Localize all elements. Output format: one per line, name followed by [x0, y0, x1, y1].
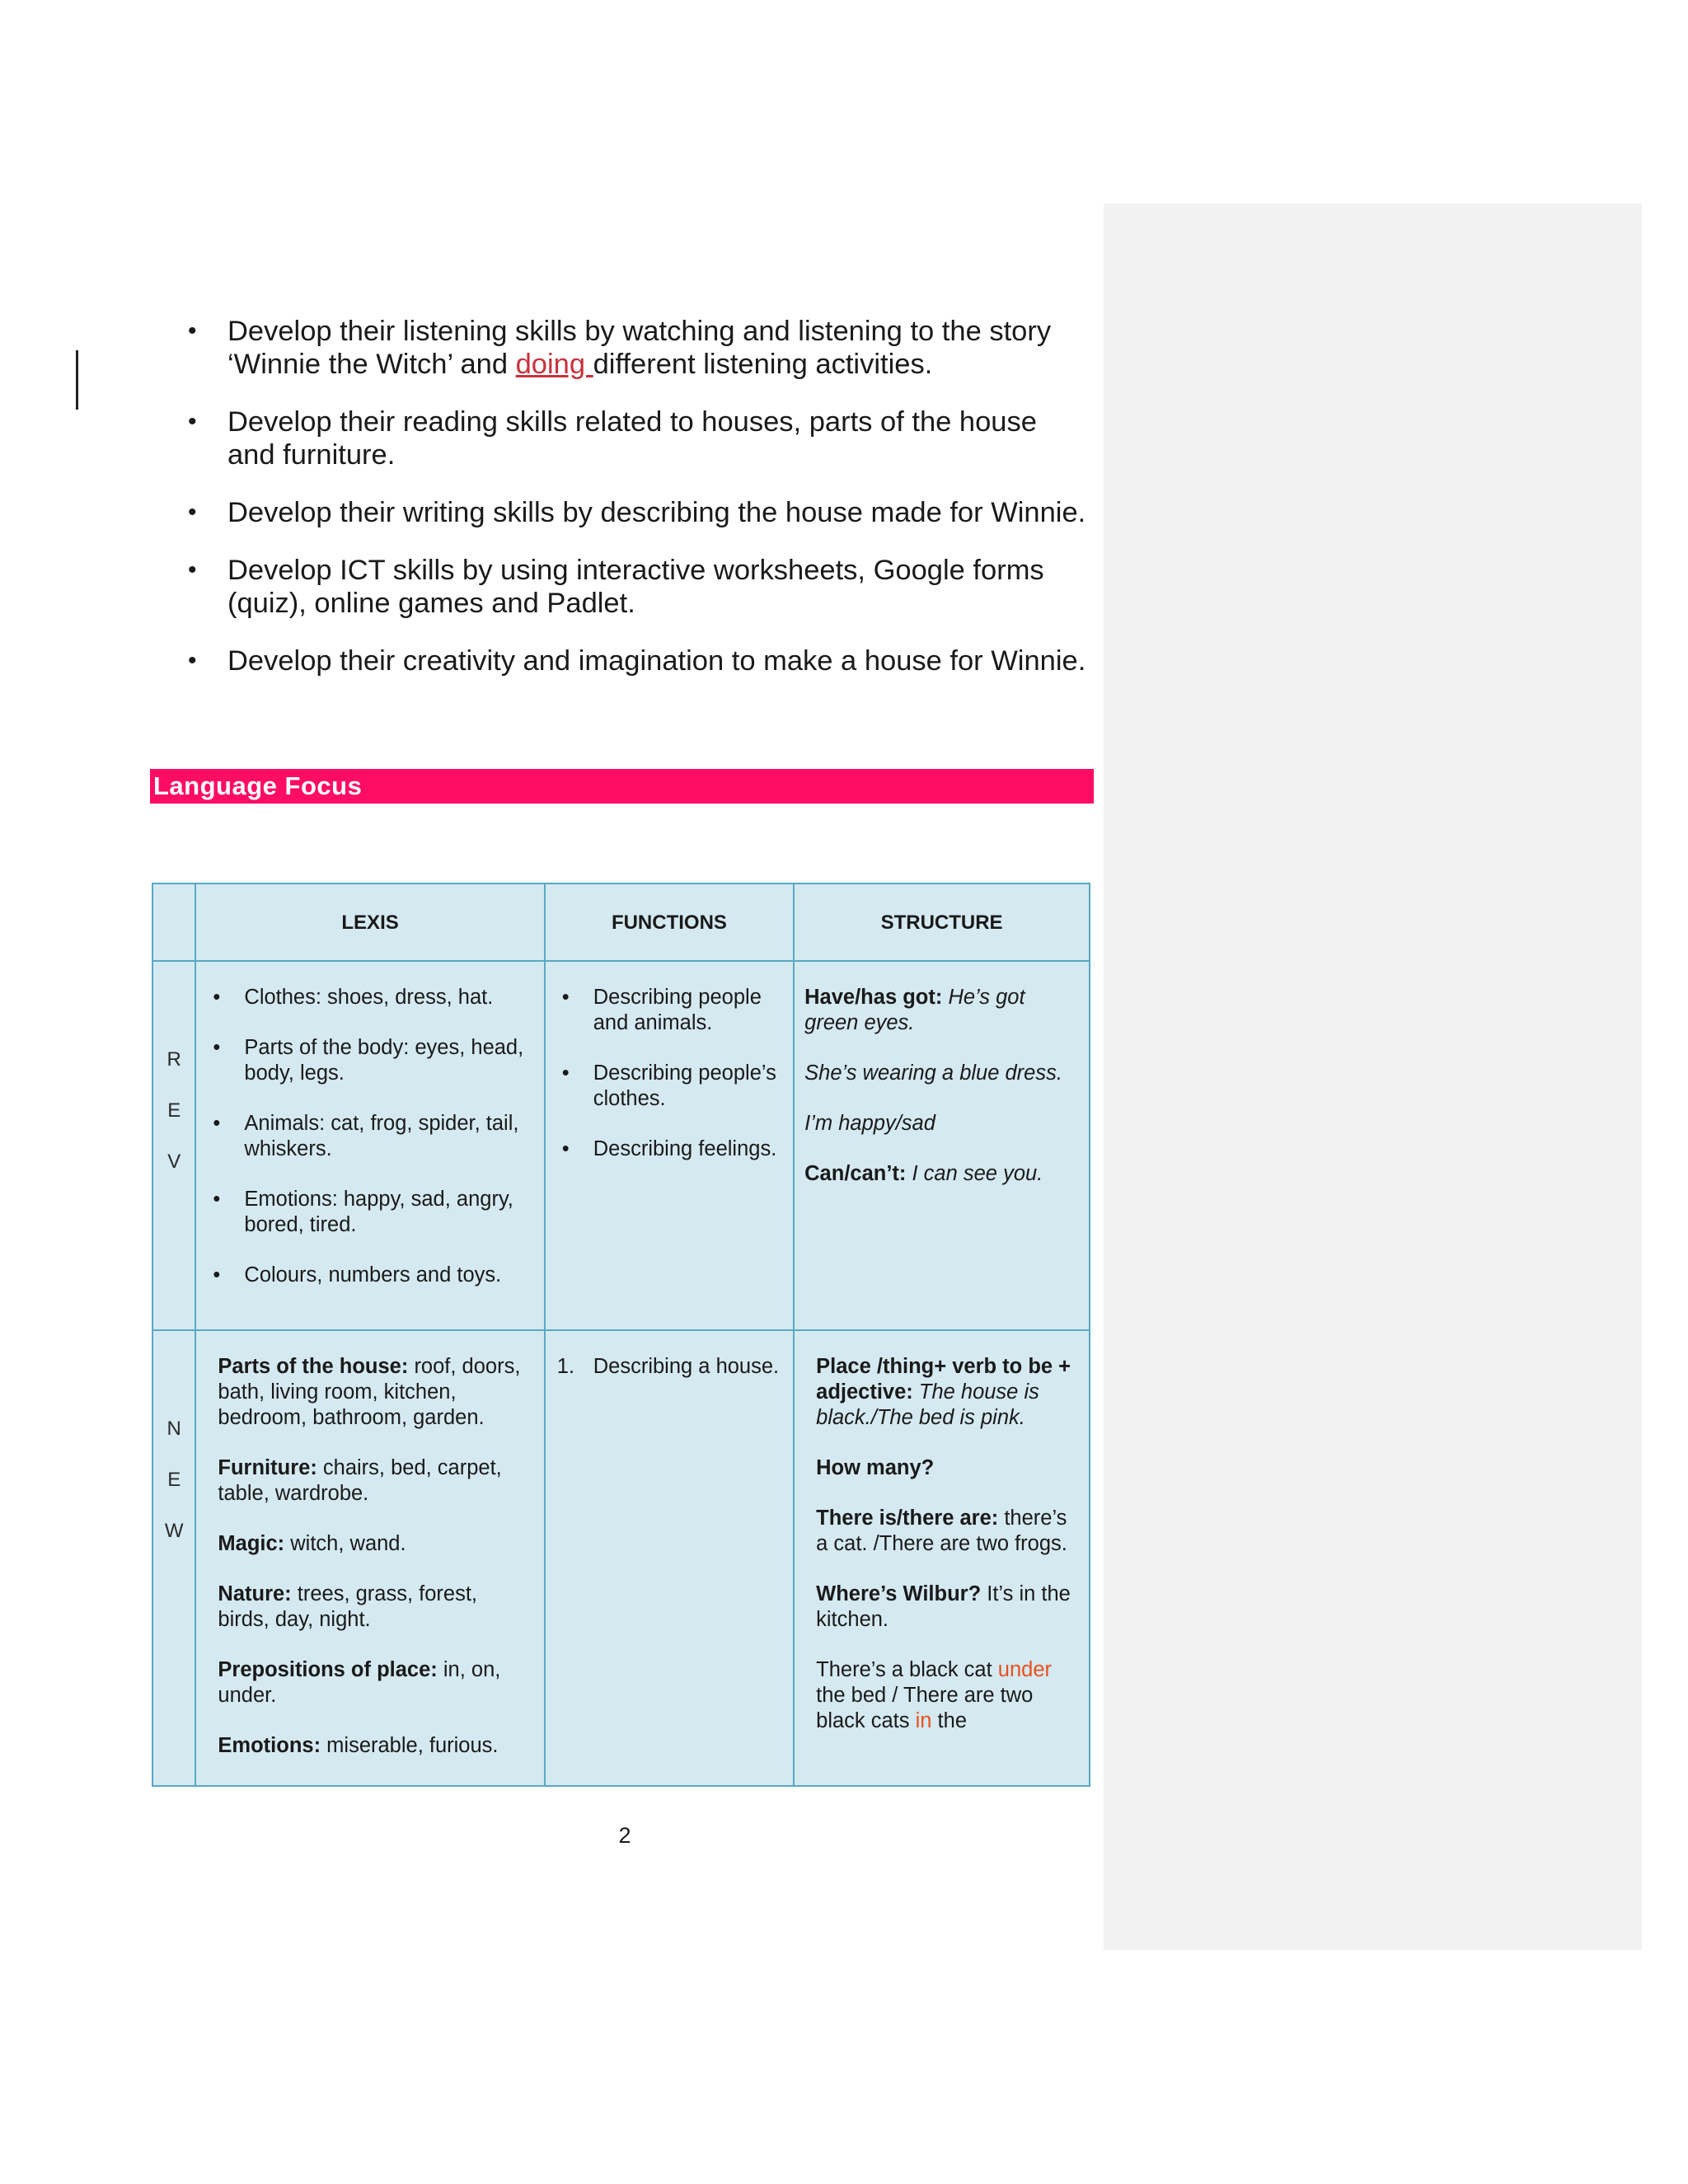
header-functions: FUNCTIONS	[545, 883, 794, 961]
list-item: • Describing feelings.	[556, 1137, 783, 1162]
list-item: • Emotions: happy, sad, angry, bored, tired.	[206, 1187, 533, 1238]
table-header-row	[152, 883, 1090, 961]
objectives-list	[188, 315, 1086, 702]
new-structure-cell: Place /thing+ verb to be + adjective: The house is black./The bed is pink. How many? There is/there are: there’s a cat. /There are two frogs. Where’s Wilbur? It’s in the kitchen. There’s a black cat under the bed / There are two black cats in the	[794, 1330, 1090, 1786]
header-structure: STRUCTURE	[794, 883, 1090, 961]
list-item: • Parts of the body: eyes, head, body, legs.	[206, 1035, 533, 1086]
row-label-review: R E V	[152, 961, 195, 1330]
list-item: • Describing people’s clothes.	[556, 1061, 783, 1112]
tracked-insertion[interactable]: doing	[515, 349, 593, 380]
review-structure-cell: Have/has got: He’s got green eyes. She’s wearing a blue dress. I’m happy/sad Can/can’t: I can see you.	[794, 961, 1090, 1330]
list-item: • Describing people and animals.	[556, 985, 783, 1036]
language-focus-table	[152, 883, 1090, 1787]
table-row-review	[152, 961, 1090, 1330]
comment-pane	[1104, 204, 1642, 1950]
review-functions-cell	[545, 961, 794, 1330]
list-item: • Animals: cat, frog, spider, tail, whiskers.	[206, 1111, 533, 1162]
objective-item: • Develop their writing skills by describing the house made for Winnie.	[188, 496, 1086, 529]
objective-item: • Develop their listening skills by watching and listening to the story ‘Winnie the Witch’ and doing different listening activities.	[188, 315, 1086, 381]
list-item: • Clothes: shoes, dress, hat.	[206, 985, 533, 1010]
objective-item: • Develop ICT skills by using interactive worksheets, Google forms (quiz), online games and Padlet.	[188, 554, 1086, 620]
review-lexis-cell	[195, 961, 544, 1330]
page-number: 2	[618, 1823, 631, 1848]
list-item: • Colours, numbers and toys.	[206, 1263, 533, 1288]
new-lexis-cell: Parts of the house: roof, doors, bath, living room, kitchen, bedroom, bathroom, garden. Furniture: chairs, bed, carpet, table, wardrobe. Magic: witch, wand. Nature: trees, grass, forest, birds, day, night. Prepositions of place: in, on, under. Emotions: miserable, furious.	[195, 1330, 544, 1786]
header-lexis: LEXIS	[195, 883, 544, 961]
list-item: 1. Describing a house.	[556, 1355, 780, 1378]
section-heading: Language Focus	[150, 769, 1094, 804]
table-row-new	[152, 1330, 1090, 1786]
new-functions-cell	[545, 1330, 794, 1786]
objective-item: • Develop their creativity and imagination to make a house for Winnie.	[188, 644, 1086, 677]
objective-item: • Develop their reading skills related to houses, parts of the house and furniture.	[188, 405, 1086, 471]
header-empty	[152, 883, 195, 961]
row-label-new: N E W	[152, 1330, 195, 1786]
change-bar	[76, 350, 78, 410]
